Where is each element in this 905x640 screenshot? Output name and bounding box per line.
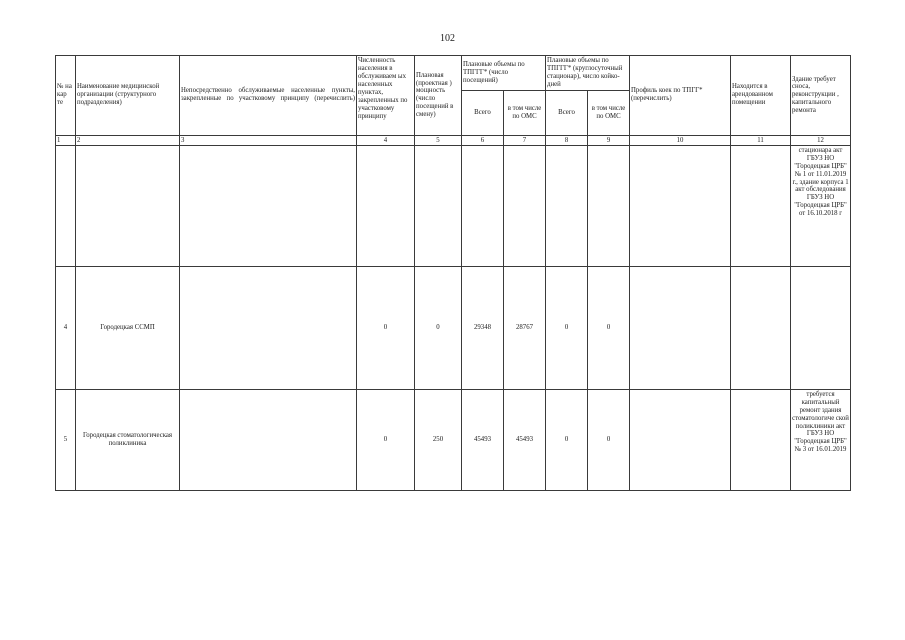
column-number: 4	[357, 135, 415, 145]
header-served-settlements: Непосредственно обслуживаемые населенные пункты, закрепленные по участковому принципу (перечислить)	[180, 56, 357, 136]
row-capacity: 0	[415, 266, 462, 389]
column-number: 11	[731, 135, 791, 145]
column-number: 5	[415, 135, 462, 145]
row-served-settlements	[180, 266, 357, 389]
header-organization-name: Наименование медицинской организации (структурного подразделения)	[76, 56, 180, 136]
row-beds-total: 0	[546, 389, 588, 490]
column-number: 7	[504, 135, 546, 145]
column-number: 12	[791, 135, 851, 145]
column-number: 6	[462, 135, 504, 145]
row-served-settlements	[180, 389, 357, 490]
row-visits-oms: 28767	[504, 266, 546, 389]
row-number: 4	[56, 266, 76, 389]
header-planned-bed-days: Плановые объемы по ТПГГГ* (круглосуточный стационар), число койко-дней	[546, 56, 630, 91]
column-number: 8	[546, 135, 588, 145]
row-served-settlements	[180, 145, 357, 266]
header-visits-oms: в том числе по ОМС	[504, 90, 546, 135]
row-building-repair	[791, 145, 851, 266]
row-organization-name	[76, 145, 180, 266]
row-visits-total: 29348	[462, 266, 504, 389]
row-number: 5	[56, 389, 76, 490]
row-number	[56, 145, 76, 266]
row-capacity	[415, 145, 462, 266]
row-rented	[731, 145, 791, 266]
table-row	[56, 389, 851, 490]
row-organization-name: Городецкая стоматологическая поликлиника	[76, 389, 180, 490]
row-rented	[731, 389, 791, 490]
row-beds-total: 0	[546, 266, 588, 389]
header-building-repair: Здание требует сноса, реконструкции , капитального ремонта	[791, 56, 851, 136]
row-beds-oms: 0	[588, 389, 630, 490]
repair-note: стационара акт ГБУЗ НО "Городецкая ЦРБ" № 1 от 11.01.2019 г., здание корпуса 1 акт обследования ГБУЗ НО "Городецкая ЦРБ" от 16.10.2018 г	[792, 146, 849, 218]
table-row	[56, 266, 851, 389]
row-bed-profile	[630, 389, 731, 490]
column-number: 2	[76, 135, 180, 145]
row-organization-name: Городецкая ССМП	[76, 266, 180, 389]
row-bed-profile	[630, 266, 731, 389]
row-building-repair	[791, 266, 851, 389]
header-beds-total: Всего	[546, 90, 588, 135]
row-capacity: 250	[415, 389, 462, 490]
repair-note: требуется капитальный ремонт здания стоматологиче ской поликлиники акт ГБУЗ НО "Городецкая ЦРБ" № 3 от 16.01.2019	[792, 390, 849, 454]
header-planned-capacity: Плановая (проектная ) мощность (число посещений в смену)	[415, 56, 462, 136]
header-planned-visits: Плановые объемы по ТПГГГ* (число посещений)	[462, 56, 546, 91]
header-population: Численность населения в обслуживаем ых населенных пунктах, закрепленных по участковому принципу	[357, 56, 415, 136]
row-beds-oms: 0	[588, 266, 630, 389]
header-beds-oms: в том числе по ОМС	[588, 90, 630, 135]
row-building-repair	[791, 389, 851, 490]
row-bed-profile	[630, 145, 731, 266]
row-population: 0	[357, 389, 415, 490]
header-visits-total: Всего	[462, 90, 504, 135]
facilities-table	[55, 55, 851, 491]
header-row	[56, 56, 851, 91]
row-visits-total	[462, 145, 504, 266]
row-beds-total	[546, 145, 588, 266]
table-row	[56, 145, 851, 266]
column-number: 9	[588, 135, 630, 145]
column-number-row	[56, 135, 851, 145]
page-number: 102	[440, 33, 455, 44]
row-visits-oms: 45493	[504, 389, 546, 490]
column-number: 10	[630, 135, 731, 145]
row-rented	[731, 266, 791, 389]
row-visits-oms	[504, 145, 546, 266]
column-number: 1	[56, 135, 76, 145]
column-number: 3	[180, 135, 357, 145]
header-card-number: № на кар те	[56, 56, 76, 136]
row-visits-total: 45493	[462, 389, 504, 490]
row-beds-oms	[588, 145, 630, 266]
row-population: 0	[357, 266, 415, 389]
header-rented-premises: Находится в арендованном помещении	[731, 56, 791, 136]
header-bed-profile: Профиль коек по ТПГГ* (перечислить)	[630, 56, 731, 136]
row-population	[357, 145, 415, 266]
